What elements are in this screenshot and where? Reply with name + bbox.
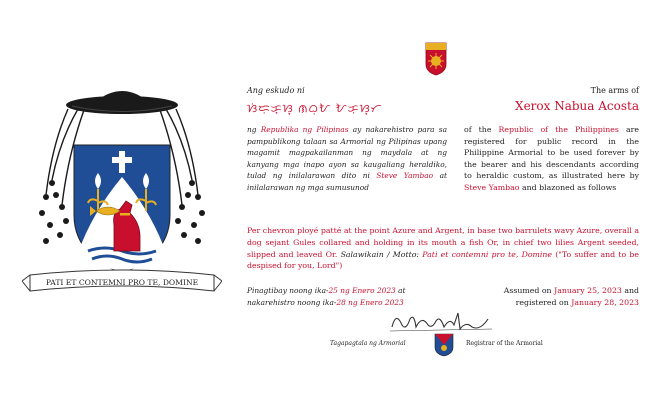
left-heading: Ang eskudo ni xyxy=(247,86,305,95)
registrar-seal-icon xyxy=(434,333,454,357)
text-segment: nakarehistro noong ika- xyxy=(247,297,337,307)
filipino-dates xyxy=(247,285,447,308)
registrar-label-english: Registrar of the Armorial xyxy=(466,340,543,347)
motto-text: Pati et contemni pro te, Domine xyxy=(422,249,553,259)
text-segment: of the xyxy=(464,125,499,134)
assumed-date: 25 ng Enero 2023 xyxy=(328,286,396,295)
text-segment: Assumed on xyxy=(503,286,555,295)
text-segment: and blazoned as follows xyxy=(519,182,617,192)
republika-text: Republika ng Pilipinas xyxy=(260,125,349,134)
registrar-signature xyxy=(388,307,498,335)
filipino-registration-text xyxy=(247,124,447,193)
armorial-emblem-icon xyxy=(425,42,447,76)
motto-scroll-text: PATI ET CONTEMNI PRO TE, DOMINE xyxy=(45,278,199,287)
english-registration-text xyxy=(464,124,639,193)
assumed-date: January 25, 2023 xyxy=(554,286,622,295)
artist-name: Steve Yambao xyxy=(464,182,520,192)
text-segment: are registered for public record in the Philippine Armorial to be used forever by the bearer and his descendants according to heraldic custom, as illustrated here by xyxy=(464,125,639,180)
galero-hat xyxy=(66,91,178,114)
text-segment: at inilalarawan ng mga sumusunod xyxy=(247,171,447,192)
text-segment: ng xyxy=(247,125,261,134)
text-segment: at xyxy=(395,286,406,295)
registered-date: 28 ng Enero 2023 xyxy=(336,297,404,307)
motto-label: Salawikain / Motto: xyxy=(340,249,423,259)
text-segment: Pinagtibay noong ika- xyxy=(247,286,329,295)
english-dates xyxy=(440,285,639,308)
text-segment: registered on xyxy=(515,297,572,307)
registrar-label-filipino: Tagapagtala ng Armorial xyxy=(330,340,406,347)
motto-translation: ("To suffer and to be despised for you, Lord") xyxy=(247,249,639,271)
artist-name: Steve Yambao xyxy=(376,171,434,180)
blazon-text xyxy=(247,225,639,272)
motto-scroll xyxy=(22,270,222,291)
text-segment: ay nakarehistro para sa pampublikong talaan sa Armorial ng Pilipinas upang magamit magpakailanman ng maydala at ng kanyang mga inapo ayon sa kaugaliang heraldiko, tulad ng inilalarawan dito ni xyxy=(247,125,447,180)
blazon-description: Per chevron ployé patté at the point Azure and Argent, in base two barrulets wavy Azure, overall a dog sejant Gules collared and holding in its mouth a fish Or, in chief two lilies Argent seeded, slipped and leaved Or. xyxy=(247,226,639,259)
bearer-name: Xerox Nabua Acosta xyxy=(515,99,639,113)
right-heading: The arms of xyxy=(590,86,639,95)
coat-of-arms xyxy=(22,85,222,300)
text-segment: and xyxy=(621,286,639,295)
baybayin-name: ᜐᜒᜇᜓᜃ᜔ᜐ᜔ ᜈᜊᜓᜀ ᜀᜃᜓᜐ᜔ᜆ xyxy=(247,102,383,115)
registered-date: January 28, 2023 xyxy=(571,297,639,307)
republic-text: Republic of the Philippines xyxy=(498,125,619,134)
